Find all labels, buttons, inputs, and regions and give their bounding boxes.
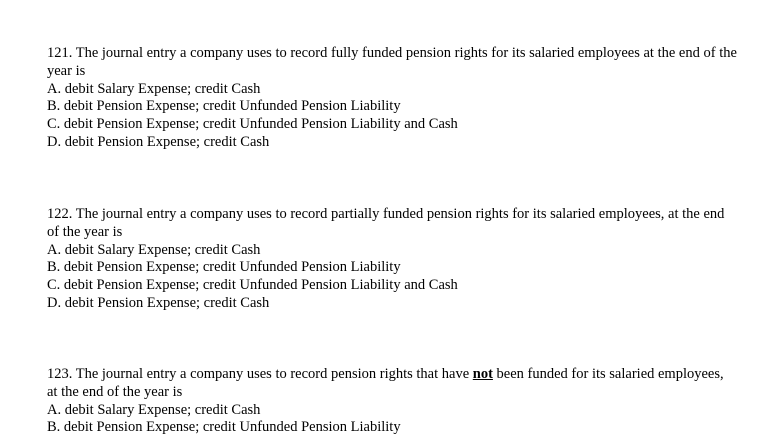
question-stem (47, 366, 737, 402)
question-123 (47, 366, 737, 437)
answer-option-b: B. debit Pension Expense; credit Unfunded Pension Liability (47, 419, 401, 436)
question-stem: 122. The journal entry a company uses to record partially funded pension rights for its salaried employees, at the end of the year is (47, 206, 725, 240)
answer-option-b: B. debit Pension Expense; credit Unfunded Pension Liability (47, 259, 401, 276)
answer-option-a: A. debit Salary Expense; credit Cash (47, 241, 261, 258)
answer-option-c: C. debit Pension Expense; credit Unfunded Pension Liability and Cash (47, 277, 458, 294)
stem-emphasis: not (472, 366, 493, 382)
answer-option-b: B. debit Pension Expense; credit Unfunded Pension Liability (47, 98, 401, 115)
stem-text-before: 123. The journal entry a company uses to record pension rights that have (47, 366, 473, 382)
answer-option-d: D. debit Pension Expense; credit Cash (47, 294, 270, 311)
stem-text-after: been funded for its salaried employees, at the end of the year is (47, 366, 724, 400)
answer-option-a: A. debit Salary Expense; credit Cash (47, 401, 261, 418)
answer-option-d: D. debit Pension Expense; credit Cash (47, 133, 270, 150)
question-stem: 121. The journal entry a company uses to record fully funded pension rights for its salaried employees at the end of the year is (47, 45, 737, 79)
answer-option-c: C. debit Pension Expense; credit Unfunded Pension Liability and Cash (47, 116, 458, 133)
question-122 (47, 206, 737, 313)
question-121 (47, 45, 737, 152)
answer-option-a: A. debit Salary Expense; credit Cash (47, 80, 261, 97)
